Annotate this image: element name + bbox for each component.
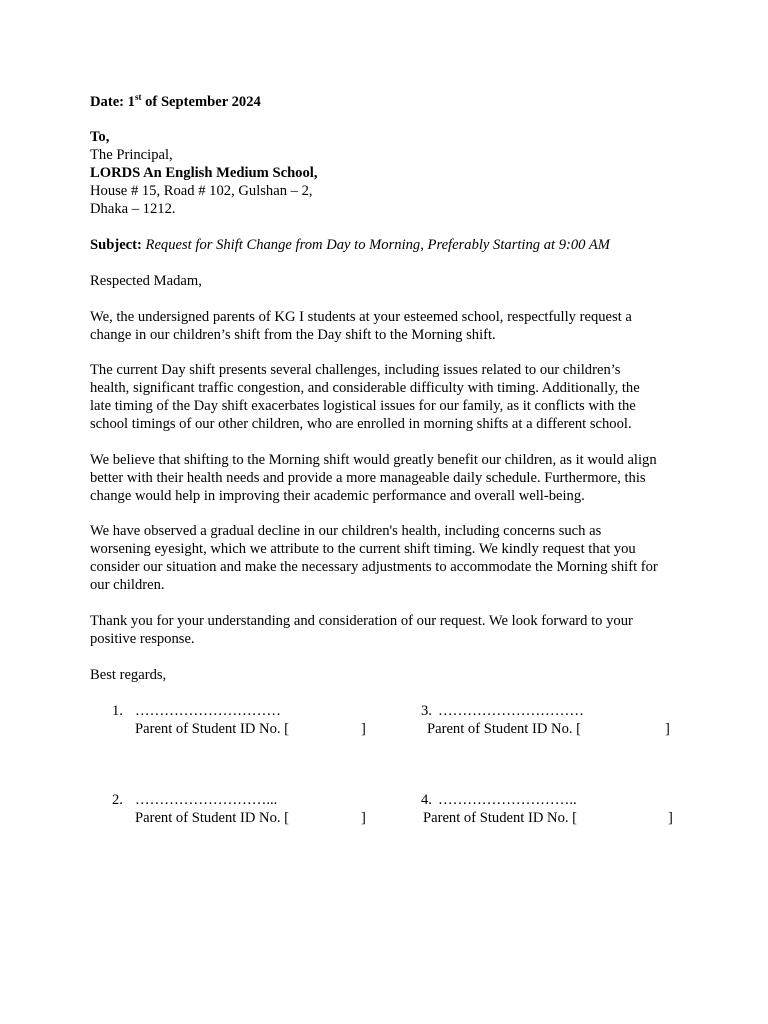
- paragraph-line: health, significant traffic congestion, and considerable difficulty with timing. Additionally, the: [90, 379, 640, 396]
- paragraph-line: consider our situation and make the necessary adjustments to accommodate the Morning shift for: [90, 558, 658, 575]
- paragraph-line: We, the undersigned parents of KG I students at your esteemed school, respectfully request a: [90, 309, 632, 325]
- signature-number: 3.: [421, 703, 432, 719]
- signature-label-2: [135, 810, 375, 828]
- paragraph-line: change in our children’s shift from the Day shift to the Morning shift.: [90, 326, 496, 343]
- paragraph-line: We believe that shifting to the Morning shift would greatly benefit our children, as it would align: [90, 452, 657, 468]
- id-bracket-close: ]: [665, 721, 670, 737]
- paragraph-line: The current Day shift presents several challenges, including issues related to our children’s: [90, 362, 621, 378]
- id-bracket-close: ]: [668, 810, 673, 826]
- paragraph-line: late timing of the Day shift exacerbates logistical issues for our family, as it conflicts with the: [90, 397, 636, 414]
- id-bracket-close: ]: [361, 721, 366, 737]
- paragraph-4: [90, 523, 690, 595]
- paragraph-2: [90, 362, 690, 434]
- id-bracket-close: ]: [361, 810, 366, 826]
- parent-id-label: Parent of Student ID No. [: [135, 810, 290, 826]
- letter-date: [90, 94, 690, 112]
- signature-label-1: [135, 721, 375, 739]
- recipient-block: [90, 129, 690, 219]
- paragraph-line: worsening eyesight, which we attribute to the current shift timing. We kindly request that you: [90, 540, 636, 557]
- paragraph-line: our children.: [90, 576, 165, 593]
- signature-number: 1.: [112, 703, 123, 719]
- paragraph-line: Thank you for your understanding and consideration of our request. We look forward to your: [90, 613, 633, 629]
- parent-id-label: Parent of Student ID No. [: [427, 721, 582, 737]
- recipient-title: The Principal,: [90, 146, 173, 163]
- signature-label-3: [427, 721, 677, 739]
- signature-block-3: [421, 703, 584, 721]
- date-prefix: Date: 1: [90, 94, 135, 110]
- paragraph-line: better with their health needs and provide a more manageable daily schedule. Furthermore, this: [90, 469, 646, 486]
- paragraph-line: school timings of our other children, who are enrolled in morning shifts at a different school.: [90, 415, 632, 432]
- closing: Best regards,: [90, 667, 167, 683]
- date-superscript: st: [134, 92, 142, 102]
- address-line-2: Dhaka – 1212.: [90, 200, 176, 217]
- parent-id-label: Parent of Student ID No. [: [423, 810, 578, 826]
- paragraph-line: We have observed a gradual decline in our children's health, including concerns such as: [90, 523, 602, 539]
- signature-dots: …………………………: [438, 703, 584, 719]
- paragraph-5: [90, 613, 690, 649]
- to-label: To,: [90, 129, 110, 145]
- signature-label-4: [423, 810, 678, 828]
- subject-label: Subject:: [90, 237, 142, 253]
- signature-block-2: [112, 792, 278, 810]
- signature-dots: …………………………: [135, 703, 281, 719]
- signature-block-4: [421, 792, 577, 810]
- signature-block-1: [112, 703, 281, 721]
- date-suffix: of September 2024: [141, 94, 261, 110]
- signature-number: 2.: [112, 792, 123, 808]
- parent-id-label: Parent of Student ID No. [: [135, 721, 290, 737]
- salutation: Respected Madam,: [90, 273, 202, 289]
- paragraph-line: change would help in improving their academic performance and overall well-being.: [90, 487, 585, 504]
- subject-line: [90, 237, 690, 255]
- school-name: LORDS An English Medium School,: [90, 164, 318, 181]
- subject-text: Request for Shift Change from Day to Morning, Preferably Starting at 9:00 AM: [141, 237, 610, 253]
- paragraph-1: [90, 309, 690, 345]
- signature-number: 4.: [421, 792, 432, 808]
- signature-dots: ………………………..: [438, 792, 577, 808]
- signature-dots: ………………………...: [135, 792, 278, 808]
- address-line-1: House # 15, Road # 102, Gulshan – 2,: [90, 182, 313, 199]
- paragraph-3: [90, 452, 690, 506]
- paragraph-line: positive response.: [90, 630, 195, 647]
